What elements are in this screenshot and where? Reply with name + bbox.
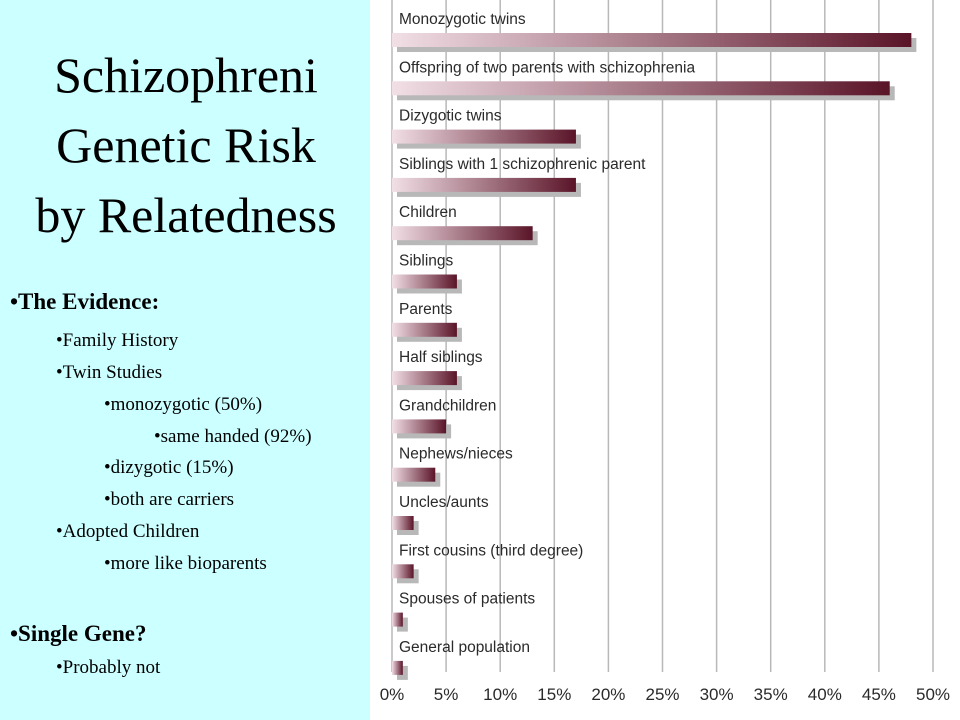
x-tick-label: 45% <box>861 685 896 704</box>
x-tick-label: 0% <box>379 685 405 704</box>
bar <box>392 226 533 240</box>
bullet-monozygotic: •monozygotic (50%) <box>104 394 263 415</box>
bar <box>392 33 911 47</box>
bullet-adopted-children: •Adopted Children <box>56 521 200 542</box>
bar <box>392 130 576 144</box>
x-tick-label: 10% <box>483 685 518 704</box>
x-tick-labels <box>380 685 950 704</box>
bullet-same-handed: •same handed (92%) <box>154 426 312 447</box>
left-panel <box>0 0 370 720</box>
category-label: Siblings with 1 schizophrenic parent <box>399 155 646 173</box>
category-label: Children <box>399 204 457 222</box>
bar <box>392 419 446 433</box>
bar <box>392 275 457 289</box>
title-line-2: Genetic Risk <box>56 117 316 173</box>
category-label: Nephews/nieces <box>399 445 513 463</box>
chart-panel <box>370 0 960 720</box>
bullet-the-evidence: •The Evidence: <box>10 289 160 314</box>
category-label: First cousins (third degree) <box>399 542 584 560</box>
bullet-twin-studies: •Twin Studies <box>56 362 163 383</box>
category-label: Uncles/aunts <box>399 494 489 511</box>
category-label: Offspring of two parents with schizophrenia <box>399 59 696 77</box>
bullet-more-like-bioparents: •more like bioparents <box>104 553 267 574</box>
bar <box>392 371 457 385</box>
bar <box>392 516 414 530</box>
bar <box>392 564 414 578</box>
bar <box>392 468 435 482</box>
bar <box>392 613 403 627</box>
x-tick-label: 5% <box>433 685 459 704</box>
category-label: General population <box>399 638 530 656</box>
x-tick-label: 15% <box>537 685 572 704</box>
title-line-1: Schizophreni <box>54 47 318 103</box>
category-label: Dizygotic twins <box>399 107 502 125</box>
bullet-dizygotic: •dizygotic (15%) <box>104 457 234 478</box>
category-label: Siblings <box>399 252 454 270</box>
bullet-both-carriers: •both are carriers <box>104 489 235 510</box>
grid-lines <box>392 0 933 672</box>
x-tick-label: 30% <box>699 685 734 704</box>
category-label: Monozygotic twins <box>399 11 526 28</box>
x-tick-label: 50% <box>915 685 951 704</box>
bullet-probably-not: •Probably not <box>56 657 161 678</box>
category-label: Spouses of patients <box>399 590 536 608</box>
category-label: Half siblings <box>399 349 483 367</box>
bar <box>392 323 457 337</box>
bar <box>392 81 890 95</box>
risk-bar-chart <box>370 0 960 720</box>
page-title <box>0 40 372 250</box>
bar <box>392 178 576 192</box>
x-tick-label: 20% <box>591 685 626 704</box>
bullet-single-gene: •Single Gene? <box>10 621 147 646</box>
title-line-3: by Relatedness <box>35 187 337 243</box>
x-tick-label: 25% <box>645 685 680 704</box>
x-tick-label: 40% <box>807 685 842 704</box>
category-label: Parents <box>399 300 453 318</box>
bullet-family-history: •Family History <box>56 330 179 351</box>
x-tick-label: 35% <box>753 685 788 704</box>
bar <box>392 661 403 675</box>
category-label: Grandchildren <box>399 397 497 415</box>
